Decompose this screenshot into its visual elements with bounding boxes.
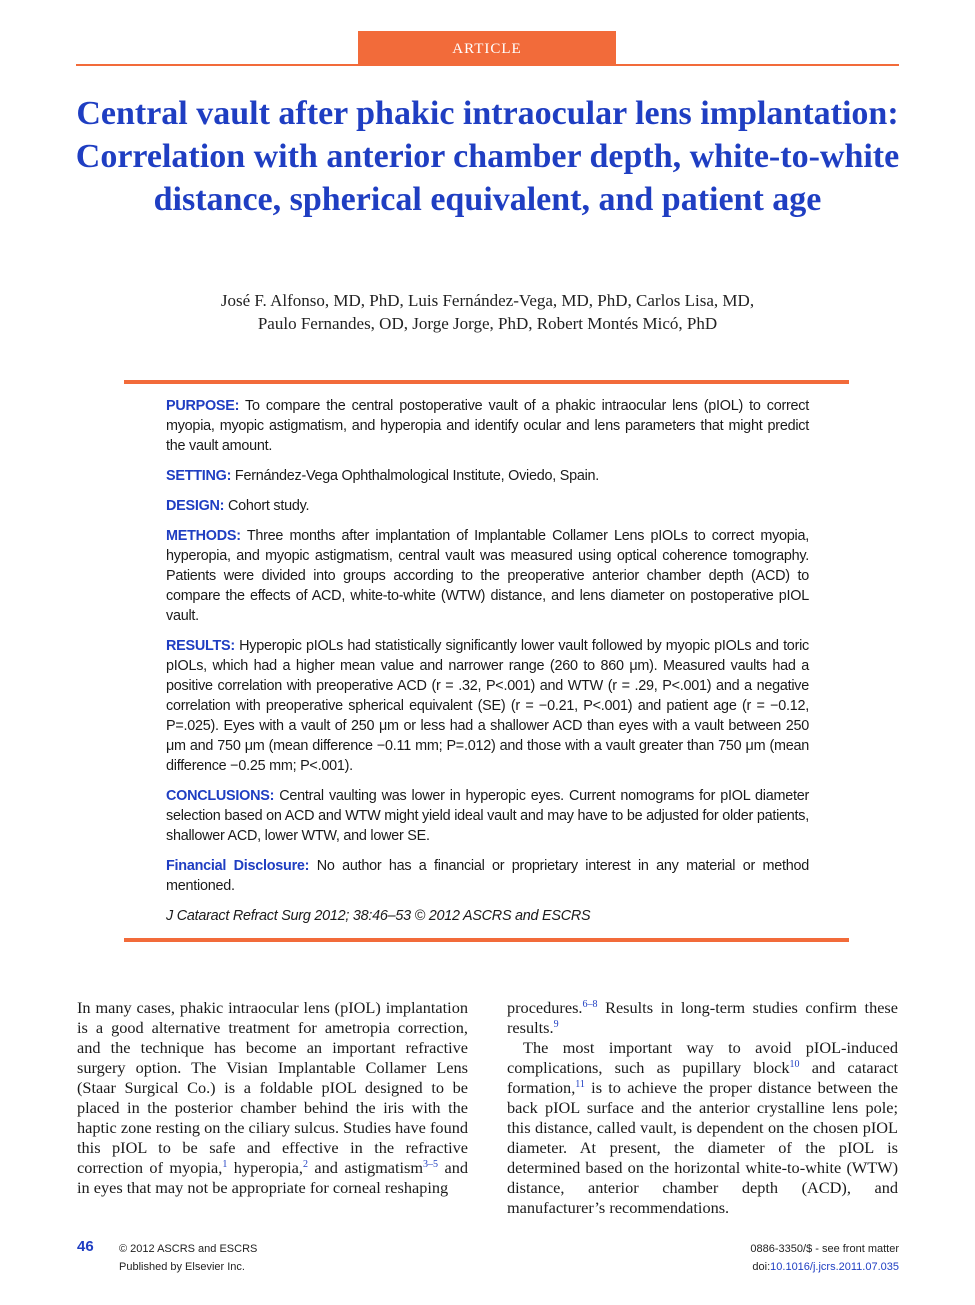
body-paragraph — [77, 998, 468, 1198]
body-text: The most important way to avoid pIOL-induced complications, such as pupillary block — [507, 1038, 898, 1077]
setting-text: Fernández-Vega Ophthalmological Institute, Oviedo, Spain. — [231, 468, 600, 484]
body-paragraph — [507, 1038, 898, 1218]
body-text: is to achieve the proper distance between the back pIOL surface and the anterior crystalline lens pole; this distance, called vault, is dependent on the chosen pIOL diameter. At present, the diameter of the pIOL is determined based on the horizontal white-to-white (WTW) distance, anterior chamber depth (ACD), and manufacturer’s recommendations. — [507, 1078, 898, 1217]
purpose-text: To compare the central postoperative vault of a phakic intraocular lens (pIOL) to correct myopia, myopic astigmatism, and hyperopia and identify ocular and lens parameters that might predict the vault amount. — [166, 398, 809, 454]
doi-prefix: doi: — [752, 1261, 771, 1273]
conclusions-text: Central vaulting was lower in hyperopic eyes. Current nomograms for pIOL diameter selection based on ACD and WTW might yield ideal vault and may have to be adjusted for older patients, shallower ACD, lower WTW, and lower SE. — [166, 788, 809, 844]
footer-copyright: © 2012 ASCRS and ESCRS — [119, 1243, 258, 1255]
reference-link[interactable]: 10 — [789, 1059, 800, 1070]
abstract-methods — [166, 526, 809, 626]
body-text: and in eyes that may not be appropriate for corneal reshaping — [77, 1158, 468, 1197]
abstract-results — [166, 636, 809, 776]
article-title: Central vault after phakic intraocular lens implantation: Correlation with anterior chamber depth, white-to-white distance, spherical equivalent, and patient age — [75, 95, 900, 218]
reference-link[interactable]: 2 — [302, 1159, 308, 1170]
abstract-bottom-rule — [124, 938, 849, 942]
authors-line-1: José F. Alfonso, MD, PhD, Luis Fernández-Vega, MD, PhD, Carlos Lisa, MD, — [220, 291, 755, 310]
results-label: RESULTS: — [166, 638, 235, 654]
body-paragraph — [507, 998, 898, 1038]
abstract — [166, 396, 809, 936]
abstract-disclosure — [166, 856, 809, 896]
page-number: 46 — [77, 1238, 94, 1255]
abstract-setting — [166, 466, 809, 486]
design-text: Cohort study. — [224, 498, 310, 514]
footer-doi — [750, 1258, 899, 1276]
results-text: Hyperopic pIOLs had statistically significantly lower vault followed by myopic pIOLs and toric pIOLs, which had a higher mean value and narrower range (260 to 860 μm). Measured vaults had a positive correlation with preoperative ACD (r = .32, P<.001) and WTW (r = .29, P<.001) and a negative correlation with preoperative spherical equivalent (SE) (r = −0.21, P<.001) and patient age (r = −0.12, P=.025). Eyes with a vault of 250 μm or less had a shallower ACD than eyes with a vault between 250 μm and 750 μm (mean difference −0.11 mm; P=.012) and those with a vault greater than 750 μm (mean difference −0.25 mm; P<.001). — [166, 638, 809, 774]
footer-issn: 0886-3350/$ - see front matter — [750, 1243, 899, 1255]
reference-link[interactable]: 9 — [553, 1019, 559, 1030]
conclusions-label: CONCLUSIONS: — [166, 788, 275, 804]
reference-link[interactable]: 3–5 — [423, 1159, 439, 1170]
body-text: and cataract formation, — [507, 1058, 898, 1097]
disclosure-text: No author has a financial or proprietary interest in any material or method mentioned. — [166, 858, 809, 894]
reference-link[interactable]: 6–8 — [582, 999, 598, 1010]
footer-publisher: Published by Elsevier Inc. — [119, 1261, 245, 1273]
body-text: hyperopia, — [227, 1158, 303, 1177]
body-text: In many cases, phakic intraocular lens (pIOL) implantation is a good alternative treatment for ametropia correction, and the technique has become an important refractive surgery option. The Visian Implantable Collamer Lens (Staar Surgical Co.) is a foldable pIOL designed to be placed in the posterior chamber behind the iris with the haptic zone resting on the ciliary sulcus. Studies have found this pIOL to be safe and effective in the refractive correction of myopia, — [77, 998, 468, 1177]
methods-label: METHODS: — [166, 528, 241, 544]
methods-text: Three months after implantation of Implantable Collamer Lens pIOLs to correct myopia, hyperopia, and myopic astigmatism, central vault was measured using optical coherence tomography. Patients were divided into groups according to the preoperative anterior chamber depth (ACD) to compare the effects of ACD, white-to-white (WTW) distance, and lens diameter on postoperative pIOL vault. — [166, 528, 809, 624]
abstract-conclusions — [166, 786, 809, 846]
design-label: DESIGN: — [166, 498, 225, 514]
reference-link[interactable]: 1 — [222, 1159, 228, 1170]
disclosure-label: Financial Disclosure: — [166, 858, 310, 874]
purpose-label: PURPOSE: — [166, 398, 240, 414]
body-text: and astigmatism — [307, 1158, 424, 1177]
body-right-column — [507, 998, 898, 1218]
body-text: procedures. — [507, 998, 583, 1017]
abstract-top-rule — [124, 380, 849, 384]
footer-right — [750, 1240, 899, 1276]
body-text: Results in long-term studies confirm these results. — [507, 998, 898, 1037]
abstract-purpose — [166, 396, 809, 456]
doi-link[interactable]: 10.1016/j.jcrs.2011.07.035 — [770, 1261, 899, 1273]
author-list — [90, 289, 885, 335]
footer-left — [119, 1240, 257, 1276]
setting-label: SETTING: — [166, 468, 232, 484]
abstract-design — [166, 496, 809, 516]
section-badge: ARTICLE — [358, 31, 616, 65]
reference-link[interactable]: 11 — [575, 1079, 585, 1090]
journal-citation: J Cataract Refract Surg 2012; 38:46–53 © 2012 ASCRS and ESCRS — [166, 908, 591, 924]
header-rule — [76, 64, 899, 66]
authors-line-2: Paulo Fernandes, OD, Jorge Jorge, PhD, Robert Montés Micó, PhD — [257, 314, 718, 333]
body-left-column — [77, 998, 468, 1198]
